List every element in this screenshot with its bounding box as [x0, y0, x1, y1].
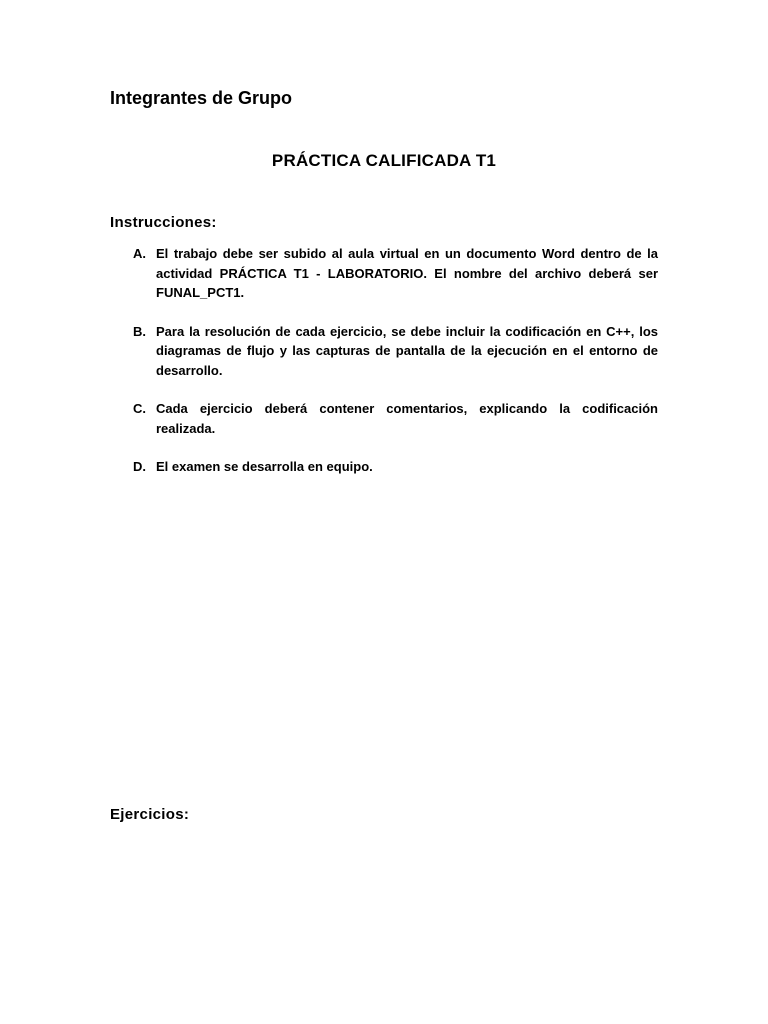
- instructions-list: [133, 244, 658, 496]
- instruction-text: El trabajo debe ser subido al aula virtual en un documento Word dentro de la actividad PRÁCTICA T1 - LABORATORIO. El nombre del archivo deberá ser FUNAL_PCT1.: [156, 246, 658, 300]
- instruction-text: Cada ejercicio deberá contener comentarios, explicando la codificación realizada.: [156, 401, 658, 436]
- exercises-heading: Ejercicios:: [110, 806, 190, 823]
- instruction-text: Para la resolución de cada ejercicio, se debe incluir la codificación en C++, los diagramas de flujo y las capturas de pantalla de la ejecución en el entorno de desarrollo.: [156, 323, 658, 378]
- instruction-item-d: [133, 457, 658, 477]
- instruction-text: El examen se desarrolla en equipo.: [156, 459, 373, 474]
- instruction-letter: B.: [133, 323, 146, 339]
- instruction-item-b: [133, 322, 658, 381]
- instruction-letter: D.: [133, 459, 146, 474]
- document-title: PRÁCTICA CALIFICADA T1: [271, 151, 497, 170]
- group-members-heading: Integrantes de Grupo: [110, 88, 293, 108]
- instructions-heading: Instrucciones:: [110, 214, 217, 231]
- instruction-item-a: [133, 244, 658, 303]
- instruction-letter: C.: [133, 401, 146, 416]
- instruction-item-c: [133, 399, 658, 438]
- instruction-letter: A.: [133, 246, 146, 261]
